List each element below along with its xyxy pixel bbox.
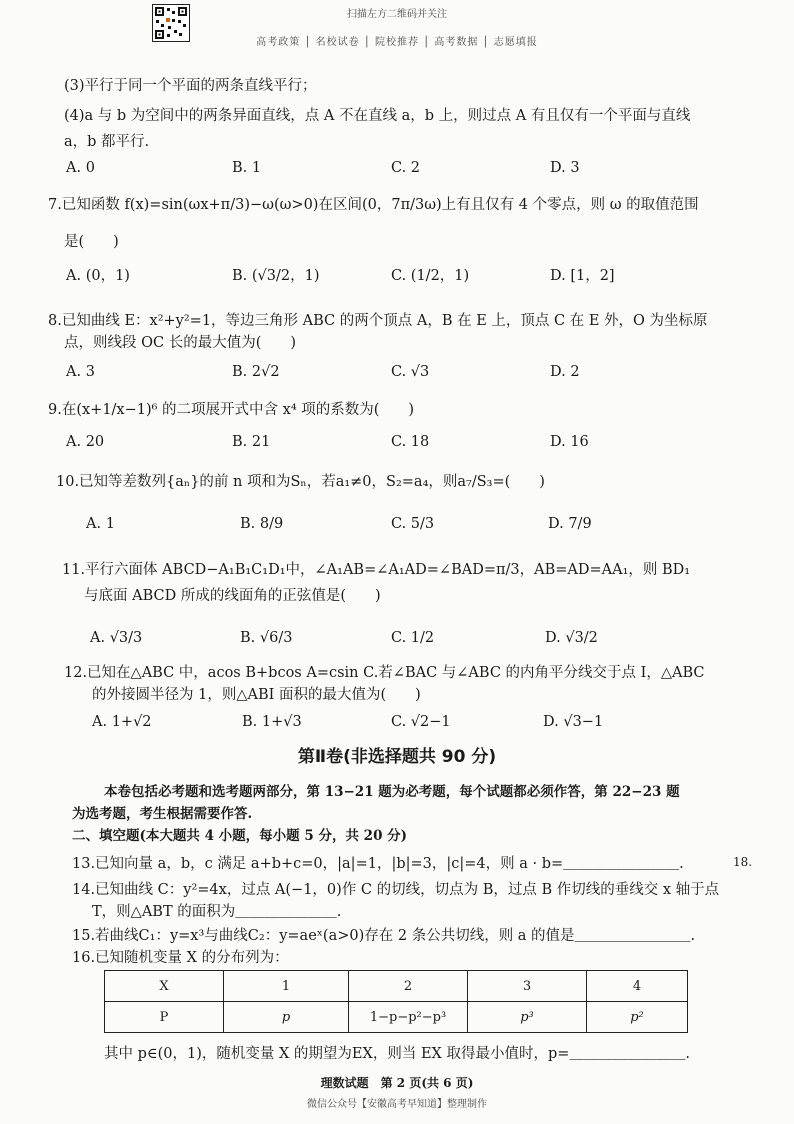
q7-stem-cont: 是( ): [64, 234, 119, 250]
q10-option-c: C. 5/3: [391, 516, 435, 532]
q8-option-c: C. √3: [391, 364, 430, 380]
q11-option-c: C. 1/2: [391, 630, 435, 646]
q9-option-c: C. 18: [391, 434, 430, 450]
q10-option-a: A. 1: [86, 516, 115, 532]
header-scan-note: 扫描左方二维码并关注: [347, 9, 447, 20]
margin-note: 18.: [733, 855, 753, 869]
q11-option-a: A. √3/3: [90, 630, 143, 646]
table-row: [105, 971, 688, 1002]
q12-stem: 12.已知在△ABC 中，acos B+bcos A=csin C.若∠BAC 与∠ABC 的内角平分线交于点 I，△ABC: [64, 665, 705, 681]
q8-option-b: B. 2√2: [232, 364, 280, 380]
section-intro-cont: 为选考题，考生根据需要作答.: [72, 806, 253, 822]
table-cell: 1: [224, 971, 349, 1002]
q6-statement-3: (3)平行于同一个平面的两条直线平行；: [64, 78, 317, 94]
q11-option-b: B. √6/3: [240, 630, 293, 646]
q8-stem: 8.已知曲线 E：x²+y²=1，等边三角形 ABC 的两个顶点 A，B 在 E 上，顶点 C 在 E 外，O 为坐标原: [48, 313, 708, 329]
q6-option-d: D. 3: [550, 160, 580, 176]
q11-stem-cont: 与底面 ABCD 所成的线面角的正弦值是( ): [84, 588, 381, 604]
q12-option-c: C. √2−1: [391, 714, 451, 730]
q8-stem-cont: 点，则线段 OC 长的最大值为( ): [64, 335, 297, 351]
section-title: 第Ⅱ卷(非选择题共 90 分): [297, 747, 497, 767]
q10-stem: 10.已知等差数列{aₙ}的前 n 项和为Sₙ，若a₁≠0，S₂=a₄，则a₇/S₃=( ): [56, 474, 545, 490]
footer-credit: 微信公众号【安徽高考早知道】整理制作: [307, 1099, 487, 1110]
q12-stem-cont: 的外接圆半径为 1，则△ABI 面积的最大值为( ): [92, 687, 421, 703]
table-cell: p²: [587, 1002, 688, 1033]
table-cell: 3: [468, 971, 587, 1002]
q12-option-a: A. 1+√2: [92, 714, 152, 730]
q6-option-a: A. 0: [66, 160, 95, 176]
q6-option-c: C. 2: [391, 160, 421, 176]
q10-option-d: D. 7/9: [548, 516, 592, 532]
table-row: [105, 1002, 688, 1033]
q12-option-b: B. 1+√3: [242, 714, 302, 730]
table-cell: P: [105, 1002, 224, 1033]
table-cell: p: [224, 1002, 349, 1033]
header-nav: 高考政策 │ 名校试卷 │ 院校推荐 │ 高考数据 │ 志愿填报: [256, 37, 538, 48]
footer-page: 理数试题 第 2 页(共 6 页): [320, 1076, 474, 1090]
q6-statement-4: (4)a 与 b 为空间中的两条异面直线，点 A 不在直线 a，b 上，则过点 A 有且仅有一个平面与直线: [64, 108, 691, 124]
table-cell: 1−p−p²−p³: [349, 1002, 468, 1033]
q11-stem: 11.平行六面体 ABCD−A₁B₁C₁D₁中，∠A₁AB=∠A₁AD=∠BAD=π/3，AB=AD=AA₁，则 BD₁: [62, 562, 691, 578]
q13-stem: 13.已知向量 a，b，c 满足 a+b+c=0，|a|=1，|b|=3，|c|=4，则 a · b=＿＿＿＿＿＿＿＿.: [72, 856, 684, 872]
q8-option-d: D. 2: [550, 364, 580, 380]
q9-stem: 9.在(x+1/x−1)⁶ 的二项展开式中含 x⁴ 项的系数为( ): [48, 402, 415, 418]
table-cell: X: [105, 971, 224, 1002]
q15-stem: 15.若曲线C₁：y=x³与曲线C₂：y=aeˣ(a>0)存在 2 条公共切线，则 a 的值是＿＿＿＿＿＿＿＿.: [72, 928, 696, 944]
q16-stem: 16.已知随机变量 X 的分布列为：: [72, 950, 289, 966]
q7-option-c: C. (1/2，1): [391, 268, 470, 284]
q7-stem: 7.已知函数 f(x)=sin(ωx+π/3)−ω(ω>0)在区间(0，7π/3ω)上有且仅有 4 个零点，则 ω 的取值范围: [48, 197, 699, 213]
fill-in-heading: 二、填空题(本大题共 4 小题，每小题 5 分，共 20 分): [72, 828, 408, 844]
q6-option-b: B. 1: [232, 160, 262, 176]
q14-stem: 14.已知曲线 C：y²=4x，过点 A(−1，0)作 C 的切线，切点为 B，过点 B 作切线的垂线交 x 轴于点: [72, 882, 720, 898]
q12-option-d: D. √3−1: [543, 714, 604, 730]
q9-option-d: D. 16: [550, 434, 589, 450]
q7-option-b: B. (√3/2，1): [232, 268, 320, 284]
q7-option-d: D. [1，2]: [550, 268, 615, 284]
q8-option-a: A. 3: [66, 364, 95, 380]
q10-option-b: B. 8/9: [240, 516, 284, 532]
q16-stem-cont: 其中 p∈(0，1)，随机变量 X 的期望为EX，则当 EX 取得最小值时，p=＿＿＿＿＿＿＿＿.: [104, 1046, 691, 1062]
table-cell: p³: [468, 1002, 587, 1033]
section-intro: 本卷包括必考题和选考题两部分，第 13−21 题为必考题，每个试题都必须作答，第 22−23 题: [104, 784, 680, 800]
q11-option-d: D. √3/2: [545, 630, 598, 646]
q9-option-b: B. 21: [232, 434, 271, 450]
table-cell: 2: [349, 971, 468, 1002]
q14-stem-cont: T，则△ABT 的面积为＿＿＿＿＿＿＿.: [92, 904, 342, 920]
table-cell: 4: [587, 971, 688, 1002]
q6-statement-4-cont: a，b 都平行.: [64, 134, 150, 150]
q9-option-a: A. 20: [66, 434, 105, 450]
q7-option-a: A. (0，1): [66, 268, 130, 284]
distribution-table: [104, 970, 688, 1033]
